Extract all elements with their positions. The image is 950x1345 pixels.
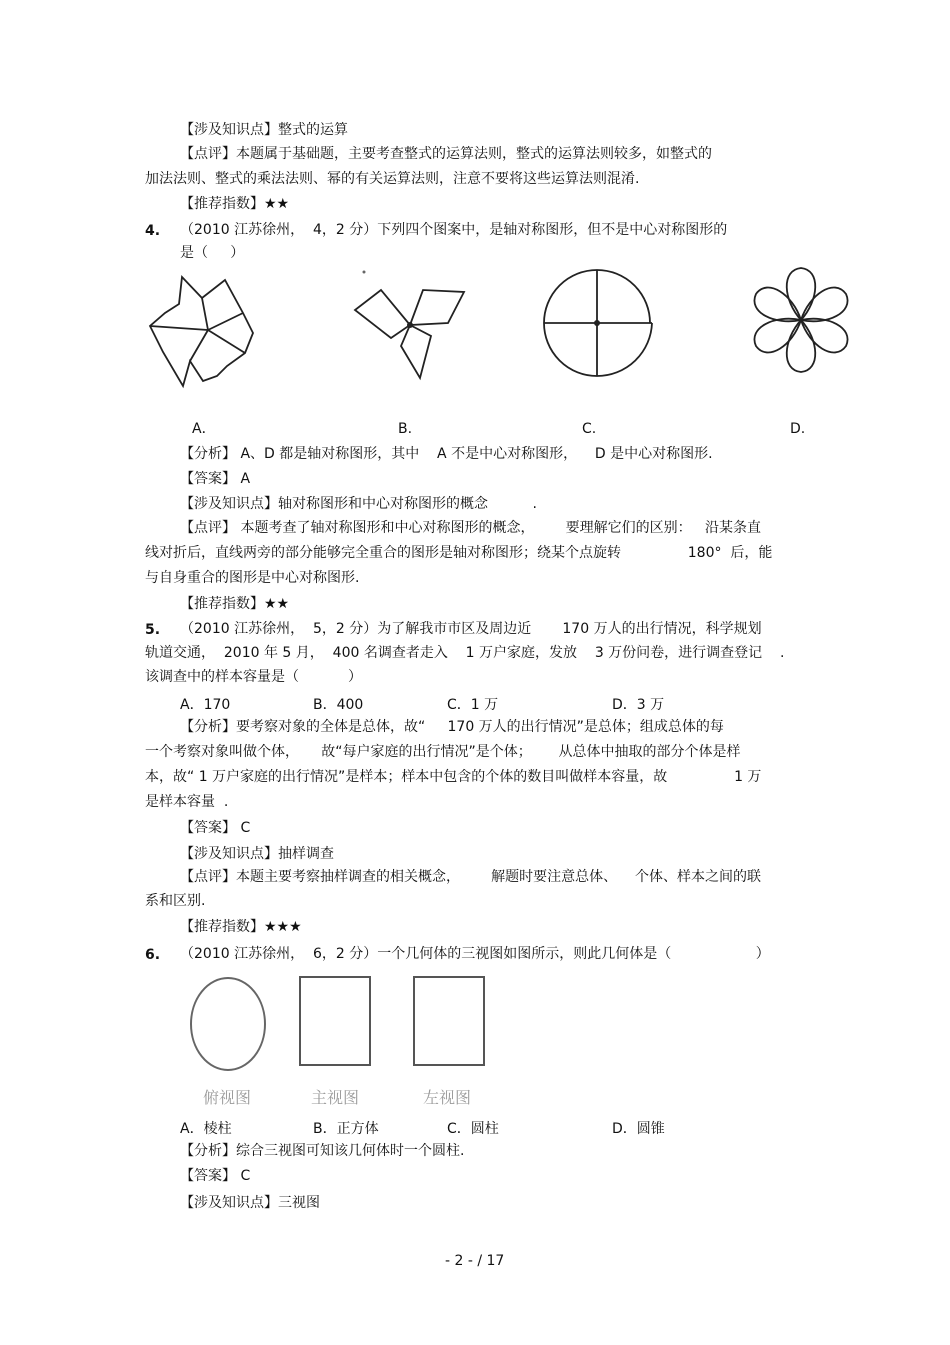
q4-comment-line-3: 与自身重合的图形是中心对称图形. [145,570,360,586]
q3-rating: 【推荐指数】★★ [180,196,290,212]
q5-stem-line-2: 轨道交通， 2010 年 5 月， 400 名调查者走入 1 万户家庭，发放 3 万份问卷，进行调查登记 . [145,645,785,661]
q6-front-view-label: 主视图 [311,1088,360,1107]
q4-figure-c [540,266,660,381]
q6-stem: （2010 江苏徐州， 6，2 分）一个几何体的三视图如图所示，则此几何体是（ ） [180,946,770,962]
q5-rating: 【推荐指数】★★★ [180,919,302,935]
q4-figure-a [145,268,265,393]
q5-option-c: C．1 万 [447,697,499,713]
q6-option-b: B．正方体 [313,1121,379,1137]
q5-option-d: D．3 万 [612,697,665,713]
q5-number: 5. [145,622,161,638]
q5-analysis-line-3: 本，故“ 1 万户家庭的出行情况”是样本；样本中包含的个体的数目叫做样本容量，故 1 万 [145,769,762,785]
q5-analysis-line-1: 【分析】要考察对象的全体是总体，故“ 170 万人的出行情况”是总体；组成总体的每 [180,719,724,735]
q5-comment-line-2: 系和区别. [145,893,206,909]
q5-knowledge: 【涉及知识点】抽样调查 [180,846,334,862]
q6-option-a: A．棱柱 [180,1121,232,1137]
q4-option-b: B. [398,421,413,437]
q5-analysis-line-4: 是样本容量 . [145,794,229,810]
q6-answer: 【答案】 C [180,1168,251,1184]
q6-side-view-label: 左视图 [423,1088,472,1107]
q6-analysis: 【分析】综合三视图可知该几何体时一个圆柱. [180,1143,465,1159]
q4-knowledge: 【涉及知识点】轴对称图形和中心对称图形的概念 . [180,496,537,512]
q4-stem-line-1: （2010 江苏徐州， 4，2 分）下列四个图案中，是轴对称图形，但不是中心对称图形的 [180,222,728,238]
q6-option-c: C．圆柱 [447,1121,499,1137]
q6-side-view-rect [412,975,488,1067]
q4-figure-d [745,262,860,382]
q4-comment-line-1: 【点评】 本题考查了轴对称图形和中心对称图形的概念， 要理解它们的区别： 沿某条直 [180,520,761,536]
q4-option-c: C. [582,421,597,437]
q4-option-a: A． [192,421,216,437]
q4-analysis: 【分析】 A、D 都是轴对称图形，其中 A 不是中心对称图形， D 是中心对称图形. [180,446,713,462]
q4-answer: 【答案】 A [180,471,251,487]
q5-comment-line-1: 【点评】本题主要考察抽样调查的相关概念， 解题时要注意总体、 个体、样本之间的联 [180,869,761,885]
q5-stem-line-1: （2010 江苏徐州， 5，2 分）为了解我市市区及周边近 170 万人的出行情况，科学规划 [180,621,762,637]
q6-top-view-label: 俯视图 [203,1088,252,1107]
q5-stem-line-3: 该调查中的样本容量是（ ） [145,669,362,685]
q5-answer: 【答案】 C [180,820,251,836]
q6-number: 6. [145,947,161,963]
q6-knowledge: 【涉及知识点】三视图 [180,1195,320,1211]
q3-knowledge: 【涉及知识点】整式的运算 [180,122,348,138]
q4-comment-line-2: 线对折后，直线两旁的部分能够完全重合的图形是轴对称图形；绕某个点旋转 180° 后，能 [145,545,773,561]
q5-option-a: A．170 [180,697,231,713]
q4-stem-line-2: 是（ ） [180,245,245,261]
q3-comment-line-1: 【点评】本题属于基础题，主要考查整式的运算法则，整式的运算法则较多，如整式的 [180,146,712,162]
q4-option-d: D. [790,421,806,437]
q4-figure-b [348,268,473,383]
q6-option-d: D．圆锥 [612,1121,665,1137]
q3-comment-line-2: 加法法则、整式的乘法法则、幂的有关运算法则，注意不要将这些运算法则混淆. [145,171,640,187]
q6-top-view-circle [188,975,270,1075]
q4-number: 4. [145,223,161,239]
q5-option-b: B．400 [313,697,364,713]
page-number: - 2 - / 17 [445,1253,505,1269]
q5-analysis-line-2: 一个考察对象叫做个体， 故“每户家庭的出行情况”是个体； 从总体中抽取的部分个体是样 [145,744,741,760]
q4-rating: 【推荐指数】★★ [180,596,290,612]
q6-front-view-rect [298,975,374,1067]
